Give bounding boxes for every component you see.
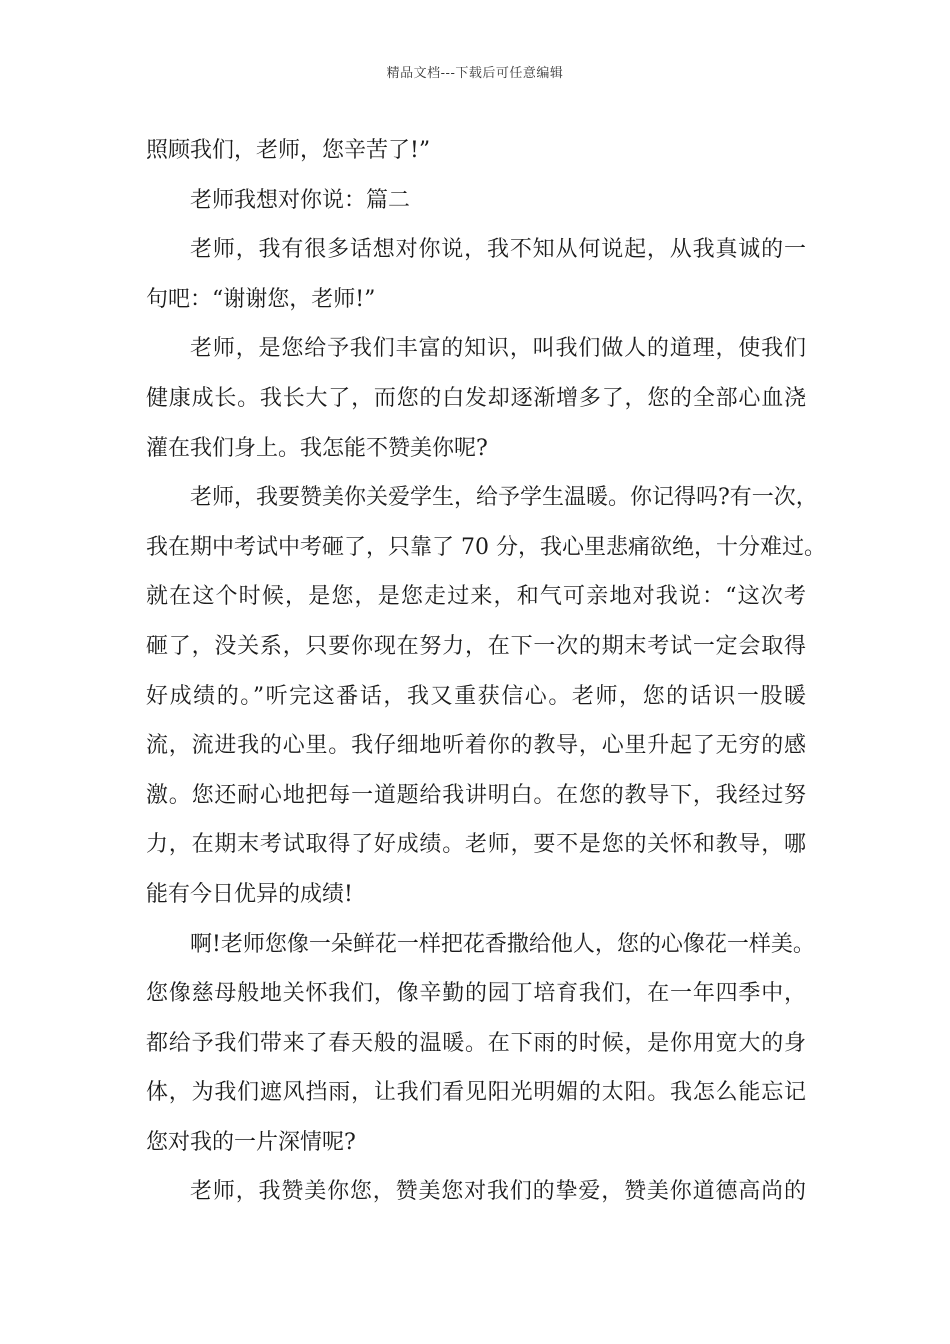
- text-line: 激。您还耐心地把每一道题给我讲明白。在您的教导下，我经过努: [146, 782, 806, 808]
- document-body: [146, 126, 826, 1217]
- text-line: 能有今日优异的成绩!: [146, 881, 353, 907]
- page-header: 精品文档---下载后可任意编辑: [386, 66, 564, 81]
- text-line: 老师，我要赞美你关爱学生，给予学生温暖。你记得吗?有一次，: [190, 485, 818, 511]
- text-line: 就在这个时候，是您，是您走过来，和气可亲地对我说：“这次考: [146, 584, 806, 610]
- text-line: 体，为我们遮风挡雨，让我们看见阳光明媚的太阳。我怎么能忘记: [146, 1080, 806, 1106]
- text-line: 老师，我有很多话想对你说，我不知从何说起，从我真诚的一: [190, 237, 806, 263]
- text-line: 照顾我们，老师，您辛苦了!”: [146, 138, 431, 163]
- text-line: 好成绩的。”听完这番话，我又重获信心。老师，您的话识一股暖: [146, 683, 806, 709]
- text-line: 健康成长。我长大了，而您的白发却逐渐增多了，您的全部心血浇: [146, 385, 806, 411]
- text-line: 流，流进我的心里。我仔细地听着你的教导，心里升起了无穷的感: [146, 733, 806, 759]
- section-heading: 老师我想对你说：篇二: [190, 187, 411, 213]
- text-line: 灌在我们身上。我怎能不赞美你呢?: [146, 435, 488, 461]
- text-line: 力，在期末考试取得了好成绩。老师，要不是您的关怀和教导，哪: [146, 832, 806, 858]
- text-line: 都给予我们带来了春天般的温暖。在下雨的时候，是你用宽大的身: [146, 1030, 806, 1056]
- text-line: 您像慈母般地关怀我们，像辛勤的园丁培育我们，在一年四季中，: [146, 981, 806, 1007]
- text-line: 砸了，没关系，只要你现在努力，在下一次的期末考试一定会取得: [146, 633, 806, 659]
- text-line: 我在期中考试中考砸了，只靠了 70 分，我心里悲痛欲绝，十分难过。: [146, 534, 826, 560]
- text-line: 句吧：“谢谢您，老师!”: [146, 286, 376, 312]
- text-line: 您对我的一片深情呢?: [146, 1129, 356, 1155]
- text-line: 老师，我赞美你您，赞美您对我们的挚爱，赞美你道德高尚的: [190, 1179, 806, 1205]
- text-line: 老师，是您给予我们丰富的知识，叫我们做人的道理，使我们: [190, 336, 806, 362]
- text-line: 啊!老师您像一朵鲜花一样把花香撒给他人，您的心像花一样美。: [190, 931, 815, 957]
